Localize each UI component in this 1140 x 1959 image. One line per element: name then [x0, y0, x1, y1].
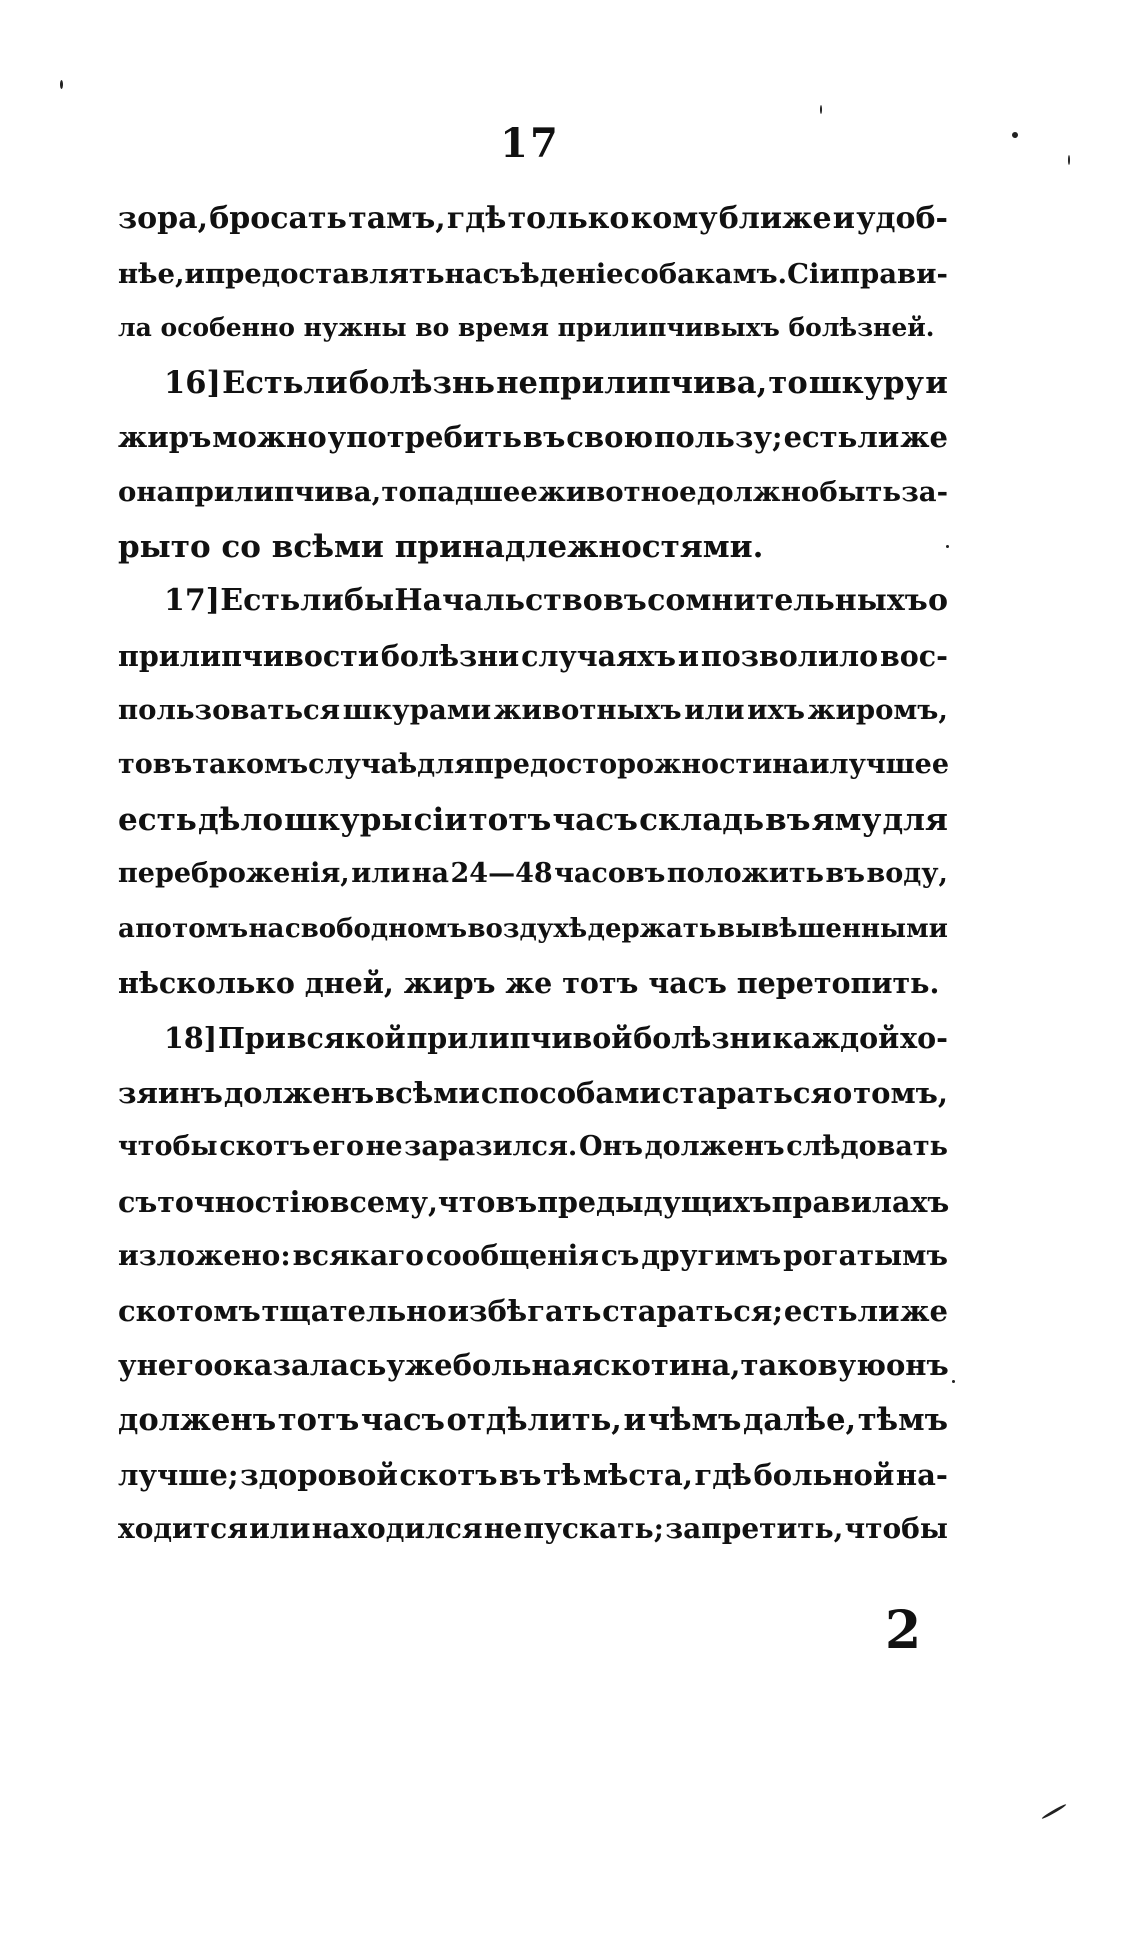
word: или	[249, 1512, 311, 1546]
word: въ	[522, 420, 566, 455]
scan-speck	[60, 80, 63, 89]
word: свою	[566, 420, 654, 455]
word: скотина,	[592, 1348, 741, 1383]
text-line	[118, 1229, 948, 1284]
word: у	[118, 1348, 137, 1383]
word: находился	[311, 1512, 483, 1546]
word: падшее	[417, 475, 538, 508]
word: въ	[825, 858, 865, 890]
word: такомъ	[192, 748, 309, 780]
word: скотъ	[399, 1457, 498, 1492]
word: мѣста,	[582, 1457, 693, 1492]
text-line	[118, 1284, 948, 1339]
text-line: ла особенно нужны во время прилипчивыхъ болѣзней.	[118, 313, 935, 343]
word: же	[900, 1293, 948, 1328]
text-line	[118, 1120, 948, 1175]
word: неприлипчива,	[496, 364, 768, 401]
word: бросать	[209, 201, 347, 236]
word: только	[507, 201, 630, 236]
word: больная	[452, 1348, 593, 1383]
word: предыдущихъ	[537, 1184, 772, 1219]
word: съ	[600, 1239, 640, 1273]
word: болѣзнь	[348, 364, 495, 401]
word: шкуру	[808, 364, 925, 401]
text-line	[118, 683, 948, 738]
scan-speck	[1068, 155, 1070, 165]
word: шкурами	[342, 694, 492, 727]
word: зяинъ	[118, 1075, 223, 1110]
word: то	[768, 364, 808, 401]
word: случаѣ	[308, 748, 418, 780]
word: кому	[630, 201, 718, 236]
word: Начальство	[394, 583, 603, 619]
word: Онъ	[578, 1131, 643, 1163]
word: чтобы	[118, 1131, 218, 1163]
word: рогатымъ	[783, 1239, 948, 1273]
word: чѣмъ	[647, 1402, 742, 1439]
word: въ	[152, 748, 193, 780]
word: и	[623, 1402, 647, 1439]
word: тщательно	[261, 1293, 447, 1328]
word: и	[832, 201, 856, 236]
word: ходится	[118, 1512, 248, 1546]
word: жиромъ,	[807, 694, 948, 727]
word: сомнительныхъ	[647, 583, 928, 619]
word: удоб-	[856, 201, 948, 236]
word: и	[925, 364, 948, 401]
word: заразился.	[404, 1131, 578, 1163]
word: долженъ	[223, 1075, 375, 1110]
word: наилучшее	[772, 748, 950, 780]
word: оказалась	[213, 1348, 387, 1383]
word: здоровой	[240, 1457, 398, 1492]
word: предосторожности	[474, 748, 773, 780]
word: быть	[819, 475, 901, 508]
word: животныхъ	[493, 694, 682, 727]
word: гдѣ	[446, 201, 507, 236]
word: часовъ	[554, 858, 666, 890]
word: болѣзни	[380, 638, 520, 673]
word: для	[882, 801, 948, 838]
word: свободномъ	[284, 913, 468, 944]
word: каждой	[772, 1020, 900, 1055]
word: дѣло	[198, 801, 284, 838]
word: 18]	[164, 1020, 218, 1055]
word: собакамъ.	[623, 257, 788, 290]
text-line	[118, 356, 948, 411]
word: долженъ	[644, 1131, 785, 1163]
scan-speck	[820, 105, 822, 114]
scan-speck	[1041, 1803, 1067, 1820]
word: складь	[639, 801, 764, 838]
word: въ	[602, 583, 647, 619]
word: переброженія,	[118, 858, 350, 890]
word: шкуры	[284, 801, 413, 838]
word: лучше;	[118, 1457, 239, 1492]
word: точностію	[157, 1184, 330, 1219]
text-line	[118, 1011, 948, 1066]
word: его	[312, 1131, 364, 1163]
text-line: нѣсколько дней, жиръ же тотъ часъ перетопить.	[118, 966, 940, 1001]
word: чтобы	[844, 1512, 948, 1546]
word: пускать;	[523, 1512, 664, 1546]
word: запретить,	[665, 1512, 844, 1546]
word: прилипчива,	[174, 475, 382, 508]
word: можно	[212, 420, 327, 455]
page-number: 17	[500, 120, 560, 167]
word: При	[217, 1020, 286, 1055]
word: 16]	[164, 364, 221, 401]
word: правилахъ	[771, 1184, 950, 1219]
word: что	[437, 1184, 496, 1219]
text-line	[118, 465, 948, 520]
word: прилипчивой	[406, 1020, 633, 1055]
word: всякой	[286, 1020, 406, 1055]
word: 24—48	[450, 858, 553, 890]
word: предоставлять	[204, 257, 445, 290]
word: естьли	[783, 420, 900, 455]
word: зора,	[118, 201, 209, 236]
word: ближе	[718, 201, 832, 236]
word: на-	[895, 1457, 948, 1492]
word: она	[118, 475, 175, 508]
text-line	[118, 192, 948, 247]
word: въ	[765, 801, 811, 838]
word: не	[365, 1131, 403, 1163]
body-text	[118, 192, 948, 1557]
word: положить	[666, 858, 824, 890]
word: ихъ	[747, 694, 806, 727]
word: тѣмъ	[857, 1402, 948, 1439]
word: больной	[753, 1457, 895, 1492]
word: всякаго	[292, 1239, 424, 1273]
word: нѣе,	[118, 257, 185, 290]
word: бы	[343, 583, 395, 619]
word: таковую	[740, 1348, 886, 1383]
word: болѣзни	[633, 1020, 772, 1055]
word: отдѣлить,	[446, 1402, 622, 1439]
word: употребить	[327, 420, 522, 455]
word: Сіи	[787, 257, 840, 290]
word: другимъ	[641, 1239, 782, 1273]
word: держать	[587, 913, 717, 944]
word: не	[483, 1512, 523, 1546]
word: за-	[901, 475, 948, 508]
word: всему,	[329, 1184, 438, 1219]
word: сообщенія	[425, 1239, 599, 1273]
word: или	[351, 858, 411, 890]
text-line	[118, 1393, 948, 1448]
word: томъ,	[853, 1075, 948, 1110]
word: на	[248, 913, 285, 944]
word: съѣденіе	[482, 257, 624, 290]
text-line	[118, 1448, 948, 1503]
word: есть	[118, 801, 197, 838]
word: изложено:	[118, 1239, 291, 1273]
text-line: рыто со всѣми принадлежностями.	[118, 528, 764, 565]
word: далѣе,	[743, 1402, 857, 1439]
word: то	[118, 748, 153, 780]
word: стараться;	[602, 1293, 784, 1328]
word: стараться	[661, 1075, 833, 1110]
word: на	[444, 257, 483, 290]
word: естьли	[783, 1293, 900, 1328]
word: на	[411, 858, 450, 890]
word: прилипчивости	[118, 638, 379, 673]
text-line	[118, 738, 948, 793]
word: яму	[811, 801, 882, 838]
word: хо-	[900, 1020, 948, 1055]
word: для	[417, 748, 475, 780]
text-line	[118, 247, 948, 302]
signature-mark: 2	[885, 1600, 922, 1661]
word: пользу;	[654, 420, 783, 455]
word: а	[118, 913, 135, 944]
word: всѣми	[375, 1075, 480, 1110]
text-line	[118, 902, 948, 957]
word: сіи	[413, 801, 468, 838]
word: по	[135, 913, 172, 944]
word: случаяхъ	[521, 638, 677, 673]
word: способами	[480, 1075, 661, 1110]
word: вос-	[880, 638, 948, 673]
word: же	[900, 420, 948, 455]
word: съ	[118, 1184, 158, 1219]
scan-speck	[1012, 132, 1018, 138]
word: пользоваться	[118, 694, 341, 727]
word: или	[684, 694, 745, 727]
word: тотъ	[277, 1402, 360, 1439]
word: и	[184, 257, 205, 290]
word: скотъ	[219, 1131, 311, 1163]
word: въ	[495, 1184, 538, 1219]
word: то	[381, 475, 417, 508]
word: избѣгать	[447, 1293, 602, 1328]
text-line	[118, 410, 948, 465]
word: воду,	[866, 858, 948, 890]
word: въ	[499, 1457, 542, 1492]
word: тотъ	[468, 801, 552, 838]
word: тѣ	[542, 1457, 582, 1492]
word: животное	[538, 475, 697, 508]
word: него	[136, 1348, 214, 1383]
word: о	[927, 583, 948, 619]
word: позволило	[700, 638, 879, 673]
word: часъ	[360, 1402, 445, 1439]
text-line	[118, 629, 948, 684]
word: долженъ	[118, 1402, 277, 1439]
text-line	[118, 793, 948, 848]
word: 17]	[164, 583, 220, 619]
word: прави-	[839, 257, 948, 290]
text-line	[118, 574, 948, 629]
word: воздухѣ	[467, 913, 588, 944]
scan-speck	[952, 1380, 955, 1383]
word: тамъ,	[348, 201, 446, 236]
text-line	[118, 1066, 948, 1121]
word: часъ	[552, 801, 638, 838]
word: Естьли	[220, 583, 344, 619]
text-line	[118, 1175, 948, 1230]
word: должно	[696, 475, 820, 508]
word: жиръ	[118, 420, 212, 455]
word: о	[832, 1075, 853, 1110]
word: и	[677, 638, 700, 673]
word: гдѣ	[694, 1457, 752, 1492]
text-line	[118, 1502, 948, 1557]
word: Естьли	[222, 364, 348, 401]
word: томъ	[172, 913, 249, 944]
text-line	[118, 847, 948, 902]
text-line	[118, 1338, 948, 1393]
word: уже	[386, 1348, 453, 1383]
word: скотомъ	[118, 1293, 261, 1328]
word: вывѣшенными	[717, 913, 948, 944]
word: слѣдовать	[786, 1131, 948, 1163]
scan-speck	[946, 545, 949, 548]
word: онъ	[885, 1348, 949, 1383]
